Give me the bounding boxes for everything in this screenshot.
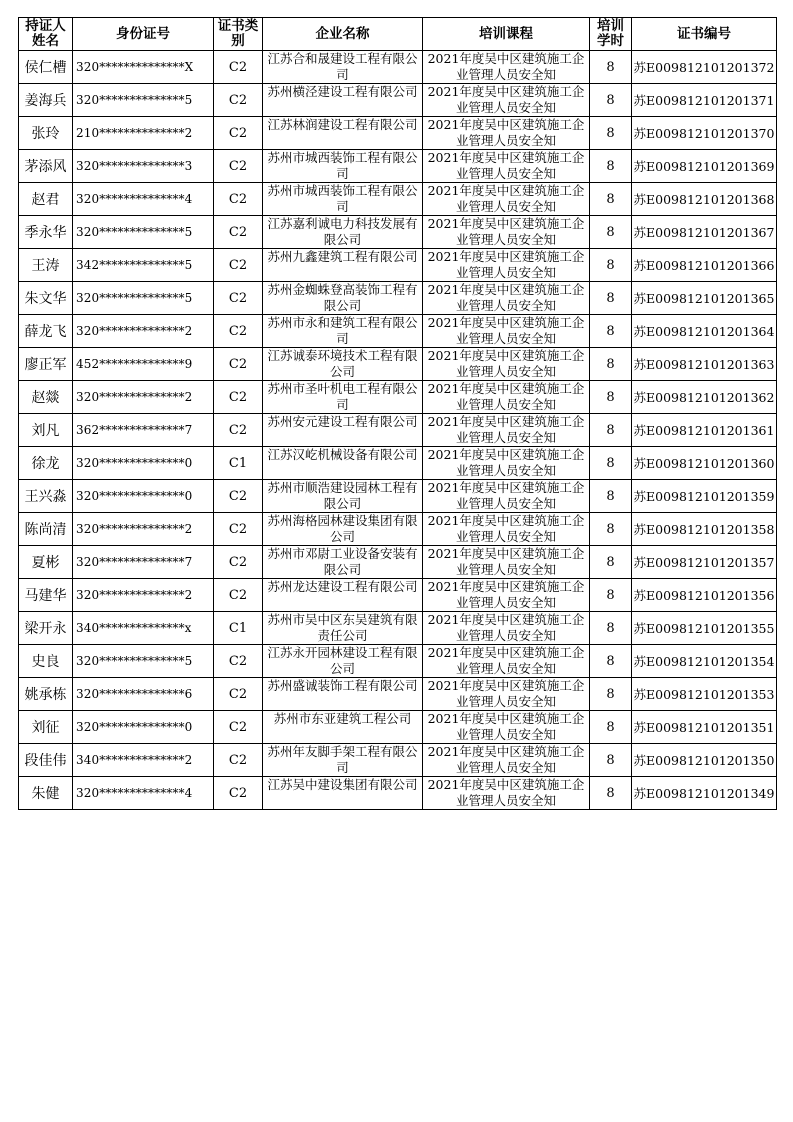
- cell-course-text: 2021年度吴中区建筑施工企业管理人员安全知: [427, 612, 585, 643]
- cell-cert-no: 苏E009812101201371: [632, 84, 777, 117]
- cell-cert-no: 苏E009812101201362: [632, 381, 777, 414]
- cell-cert-type: C2: [214, 315, 263, 348]
- cell-company-text: 苏州市吴中区东吴建筑有限责任公司: [267, 612, 418, 643]
- cell-hours: 8: [590, 117, 632, 150]
- header-course: 培训课程: [423, 18, 590, 51]
- table-row: [19, 315, 777, 348]
- cell-cert-no: 苏E009812101201353: [632, 678, 777, 711]
- cell-company: [263, 513, 423, 546]
- cell-hours: 8: [590, 711, 632, 744]
- cell-id-number: 320**************6: [73, 678, 214, 711]
- cell-cert-no: 苏E009812101201366: [632, 249, 777, 282]
- cell-company-text: 江苏诚泰环境技术工程有限公司: [267, 348, 418, 379]
- cell-name: 赵燚: [19, 381, 73, 414]
- cell-id-number: 320**************7: [73, 546, 214, 579]
- cell-cert-type: C2: [214, 678, 263, 711]
- cell-course-text: 2021年度吴中区建筑施工企业管理人员安全知: [427, 513, 585, 544]
- cell-hours: 8: [590, 546, 632, 579]
- cell-cert-type: C2: [214, 480, 263, 513]
- table-row: [19, 513, 777, 546]
- table-row: [19, 711, 777, 744]
- cell-course: [423, 480, 590, 513]
- cell-cert-no: 苏E009812101201361: [632, 414, 777, 447]
- cell-course: [423, 282, 590, 315]
- cell-id-number: 452**************9: [73, 348, 214, 381]
- cell-hours: 8: [590, 348, 632, 381]
- cell-hours: 8: [590, 645, 632, 678]
- cell-course: [423, 678, 590, 711]
- cell-company: [263, 117, 423, 150]
- cell-company: [263, 612, 423, 645]
- cell-id-number: 210**************2: [73, 117, 214, 150]
- cell-name: 夏彬: [19, 546, 73, 579]
- cell-cert-no: 苏E009812101201351: [632, 711, 777, 744]
- cell-id-number: 320**************2: [73, 315, 214, 348]
- header-hours: 培训学时: [590, 18, 632, 51]
- cell-company: [263, 183, 423, 216]
- cell-cert-no: 苏E009812101201355: [632, 612, 777, 645]
- cell-course: [423, 216, 590, 249]
- cell-cert-type: C2: [214, 117, 263, 150]
- cell-name: 廖正军: [19, 348, 73, 381]
- table-row: [19, 117, 777, 150]
- cell-id-number: 320**************5: [73, 645, 214, 678]
- table-row: [19, 645, 777, 678]
- cell-name: 姚承栋: [19, 678, 73, 711]
- cell-course: [423, 249, 590, 282]
- cell-hours: 8: [590, 315, 632, 348]
- cell-name: 王涛: [19, 249, 73, 282]
- cell-cert-type: C2: [214, 579, 263, 612]
- cell-course: [423, 777, 590, 810]
- cell-company: [263, 678, 423, 711]
- cell-id-number: 342**************5: [73, 249, 214, 282]
- cell-course: [423, 381, 590, 414]
- cell-name: 段佳伟: [19, 744, 73, 777]
- cell-company-text: 苏州市顺浩建设园林工程有限公司: [267, 480, 418, 511]
- table-header: [19, 18, 777, 51]
- table-row: [19, 744, 777, 777]
- cell-course-text: 2021年度吴中区建筑施工企业管理人员安全知: [427, 216, 585, 247]
- cell-cert-type: C2: [214, 216, 263, 249]
- table-row: [19, 546, 777, 579]
- cell-name: 刘凡: [19, 414, 73, 447]
- cell-company-text: 苏州年友脚手架工程有限公司: [267, 744, 418, 775]
- cell-name: 朱文华: [19, 282, 73, 315]
- cell-company: [263, 315, 423, 348]
- table-row: [19, 348, 777, 381]
- cell-id-number: 320**************3: [73, 150, 214, 183]
- table-row: [19, 150, 777, 183]
- table-row: [19, 414, 777, 447]
- cell-cert-no: 苏E009812101201357: [632, 546, 777, 579]
- cell-name: 史良: [19, 645, 73, 678]
- cell-course: [423, 744, 590, 777]
- table-row: [19, 480, 777, 513]
- cell-course-text: 2021年度吴中区建筑施工企业管理人员安全知: [427, 414, 585, 445]
- cell-course-text: 2021年度吴中区建筑施工企业管理人员安全知: [427, 183, 585, 214]
- cell-company-text: 苏州金蜘蛛登高装饰工程有限公司: [267, 282, 418, 313]
- cell-course-text: 2021年度吴中区建筑施工企业管理人员安全知: [427, 249, 585, 280]
- cell-hours: 8: [590, 579, 632, 612]
- cell-name: 朱健: [19, 777, 73, 810]
- cell-cert-no: 苏E009812101201367: [632, 216, 777, 249]
- cell-hours: 8: [590, 447, 632, 480]
- cell-company: [263, 546, 423, 579]
- cell-course: [423, 447, 590, 480]
- cell-cert-type: C2: [214, 414, 263, 447]
- cell-company: [263, 84, 423, 117]
- cell-cert-type: C2: [214, 348, 263, 381]
- cell-company-text: 江苏合和晟建设工程有限公司: [267, 51, 418, 82]
- cell-course: [423, 612, 590, 645]
- cell-id-number: 320**************2: [73, 579, 214, 612]
- cell-cert-no: 苏E009812101201369: [632, 150, 777, 183]
- cell-course: [423, 711, 590, 744]
- cell-name: 茅添风: [19, 150, 73, 183]
- header-cert-no: 证书编号: [632, 18, 777, 51]
- cell-course-text: 2021年度吴中区建筑施工企业管理人员安全知: [427, 546, 585, 577]
- cell-hours: 8: [590, 381, 632, 414]
- cell-cert-no: 苏E009812101201364: [632, 315, 777, 348]
- cell-cert-type: C2: [214, 546, 263, 579]
- cell-id-number: 320**************4: [73, 777, 214, 810]
- cell-cert-no: 苏E009812101201365: [632, 282, 777, 315]
- cell-course: [423, 315, 590, 348]
- cell-course-text: 2021年度吴中区建筑施工企业管理人员安全知: [427, 315, 585, 346]
- cell-id-number: 320**************X: [73, 51, 214, 84]
- cell-company-text: 苏州海格园林建设集团有限公司: [267, 513, 418, 544]
- cell-course-text: 2021年度吴中区建筑施工企业管理人员安全知: [427, 645, 585, 676]
- cell-company: [263, 777, 423, 810]
- cell-cert-type: C2: [214, 249, 263, 282]
- cell-cert-no: 苏E009812101201368: [632, 183, 777, 216]
- cell-name: 季永华: [19, 216, 73, 249]
- cell-name: 姜海兵: [19, 84, 73, 117]
- cell-course-text: 2021年度吴中区建筑施工企业管理人员安全知: [427, 678, 585, 709]
- cell-course: [423, 645, 590, 678]
- cell-cert-no: 苏E009812101201350: [632, 744, 777, 777]
- cell-id-number: 320**************0: [73, 480, 214, 513]
- cell-company-text: 江苏林润建设工程有限公司: [267, 117, 418, 132]
- cell-company: [263, 381, 423, 414]
- cell-name: 王兴淼: [19, 480, 73, 513]
- cell-course-text: 2021年度吴中区建筑施工企业管理人员安全知: [427, 348, 585, 379]
- cell-hours: 8: [590, 777, 632, 810]
- cell-cert-no: 苏E009812101201372: [632, 51, 777, 84]
- cell-course: [423, 579, 590, 612]
- cell-company: [263, 414, 423, 447]
- cell-company: [263, 579, 423, 612]
- cell-course: [423, 84, 590, 117]
- cell-cert-no: 苏E009812101201354: [632, 645, 777, 678]
- cell-hours: 8: [590, 84, 632, 117]
- cell-company: [263, 51, 423, 84]
- cell-company: [263, 249, 423, 282]
- cell-cert-no: 苏E009812101201360: [632, 447, 777, 480]
- cell-course-text: 2021年度吴中区建筑施工企业管理人员安全知: [427, 381, 585, 412]
- cell-hours: 8: [590, 678, 632, 711]
- cell-course: [423, 513, 590, 546]
- cell-id-number: 340**************2: [73, 744, 214, 777]
- cell-company: [263, 480, 423, 513]
- cell-hours: 8: [590, 513, 632, 546]
- cell-course: [423, 348, 590, 381]
- table-row: [19, 612, 777, 645]
- table-row: [19, 216, 777, 249]
- cell-course-text: 2021年度吴中区建筑施工企业管理人员安全知: [427, 282, 585, 313]
- cell-cert-type: C2: [214, 711, 263, 744]
- cell-id-number: 320**************2: [73, 381, 214, 414]
- cell-course-text: 2021年度吴中区建筑施工企业管理人员安全知: [427, 777, 585, 808]
- cell-hours: 8: [590, 183, 632, 216]
- cell-cert-type: C1: [214, 612, 263, 645]
- cell-hours: 8: [590, 51, 632, 84]
- cell-company-text: 江苏吴中建设集团有限公司: [267, 777, 418, 792]
- cell-course: [423, 183, 590, 216]
- cell-course-text: 2021年度吴中区建筑施工企业管理人员安全知: [427, 711, 585, 742]
- header-name: 持证人姓名: [19, 18, 73, 51]
- table-row: [19, 678, 777, 711]
- cell-hours: 8: [590, 150, 632, 183]
- cell-cert-no: 苏E009812101201363: [632, 348, 777, 381]
- cell-cert-type: C2: [214, 282, 263, 315]
- cell-company-text: 江苏汉屹机械设备有限公司: [267, 447, 418, 462]
- header-row: [19, 18, 777, 51]
- cell-hours: 8: [590, 612, 632, 645]
- cell-course-text: 2021年度吴中区建筑施工企业管理人员安全知: [427, 480, 585, 511]
- cell-company-text: 苏州盛诚装饰工程有限公司: [267, 678, 418, 693]
- table-row: [19, 447, 777, 480]
- cell-cert-no: 苏E009812101201358: [632, 513, 777, 546]
- certificate-table: [18, 17, 777, 810]
- cell-id-number: 320**************5: [73, 84, 214, 117]
- cell-cert-no: 苏E009812101201349: [632, 777, 777, 810]
- table-body: [19, 51, 777, 810]
- cell-cert-type: C2: [214, 744, 263, 777]
- cell-hours: 8: [590, 282, 632, 315]
- cell-course-text: 2021年度吴中区建筑施工企业管理人员安全知: [427, 117, 585, 148]
- cell-course: [423, 117, 590, 150]
- table-row: [19, 249, 777, 282]
- cell-company: [263, 150, 423, 183]
- cell-cert-type: C1: [214, 447, 263, 480]
- cell-hours: 8: [590, 216, 632, 249]
- cell-cert-no: 苏E009812101201356: [632, 579, 777, 612]
- header-id-number: 身份证号: [73, 18, 214, 51]
- cell-company: [263, 447, 423, 480]
- cell-course: [423, 51, 590, 84]
- cell-company-text: 苏州市东亚建筑工程公司: [273, 711, 412, 726]
- cell-company-text: 苏州市永和建筑工程有限公司: [267, 315, 418, 346]
- cell-cert-type: C2: [214, 777, 263, 810]
- cell-cert-type: C2: [214, 150, 263, 183]
- cell-company-text: 苏州安元建设工程有限公司: [267, 414, 418, 429]
- table-row: [19, 84, 777, 117]
- header-cert-type: 证书类别: [214, 18, 263, 51]
- table-row: [19, 777, 777, 810]
- cell-course: [423, 414, 590, 447]
- cell-course-text: 2021年度吴中区建筑施工企业管理人员安全知: [427, 51, 585, 82]
- cell-id-number: 320**************5: [73, 216, 214, 249]
- cell-cert-type: C2: [214, 84, 263, 117]
- cell-name: 梁开永: [19, 612, 73, 645]
- cell-hours: 8: [590, 414, 632, 447]
- cell-company-text: 苏州横泾建设工程有限公司: [267, 84, 418, 99]
- cell-course-text: 2021年度吴中区建筑施工企业管理人员安全知: [427, 579, 585, 610]
- cell-company-text: 苏州九鑫建筑工程有限公司: [267, 249, 418, 264]
- cell-id-number: 320**************2: [73, 513, 214, 546]
- cell-company: [263, 711, 423, 744]
- cell-company-text: 江苏永开园林建设工程有限公司: [267, 645, 418, 676]
- cell-cert-type: C2: [214, 513, 263, 546]
- cell-id-number: 320**************0: [73, 711, 214, 744]
- cell-company-text: 苏州市城西装饰工程有限公司: [267, 183, 418, 214]
- table-row: [19, 51, 777, 84]
- table-row: [19, 282, 777, 315]
- table-row: [19, 381, 777, 414]
- cell-company-text: 苏州市城西装饰工程有限公司: [267, 150, 418, 181]
- cell-company: [263, 282, 423, 315]
- cell-hours: 8: [590, 744, 632, 777]
- cell-id-number: 320**************5: [73, 282, 214, 315]
- cell-company: [263, 744, 423, 777]
- cell-name: 陈尚清: [19, 513, 73, 546]
- cell-course-text: 2021年度吴中区建筑施工企业管理人员安全知: [427, 447, 585, 478]
- cell-company-text: 苏州市圣叶机电工程有限公司: [267, 381, 418, 412]
- cell-id-number: 362**************7: [73, 414, 214, 447]
- cell-name: 马建华: [19, 579, 73, 612]
- cell-id-number: 320**************0: [73, 447, 214, 480]
- cell-cert-type: C2: [214, 381, 263, 414]
- table-row: [19, 579, 777, 612]
- cell-id-number: 340**************x: [73, 612, 214, 645]
- cell-course: [423, 546, 590, 579]
- cell-name: 薛龙飞: [19, 315, 73, 348]
- header-company: 企业名称: [263, 18, 423, 51]
- cell-cert-no: 苏E009812101201359: [632, 480, 777, 513]
- cell-name: 张玲: [19, 117, 73, 150]
- cell-company: [263, 348, 423, 381]
- cell-name: 刘征: [19, 711, 73, 744]
- table-row: [19, 183, 777, 216]
- cell-cert-type: C2: [214, 183, 263, 216]
- cell-company-text: 苏州市邓尉工业设备安装有限公司: [267, 546, 418, 577]
- cell-hours: 8: [590, 249, 632, 282]
- cell-company: [263, 645, 423, 678]
- cell-cert-no: 苏E009812101201370: [632, 117, 777, 150]
- cell-name: 徐龙: [19, 447, 73, 480]
- cell-id-number: 320**************4: [73, 183, 214, 216]
- cell-name: 侯仁槽: [19, 51, 73, 84]
- cell-company: [263, 216, 423, 249]
- cell-course: [423, 150, 590, 183]
- cell-company-text: 江苏嘉利诚电力科技发展有限公司: [267, 216, 418, 247]
- cell-hours: 8: [590, 480, 632, 513]
- cell-cert-type: C2: [214, 51, 263, 84]
- cell-course-text: 2021年度吴中区建筑施工企业管理人员安全知: [427, 84, 585, 115]
- cell-cert-type: C2: [214, 645, 263, 678]
- cell-name: 赵君: [19, 183, 73, 216]
- cell-company-text: 苏州龙达建设工程有限公司: [267, 579, 418, 594]
- cell-course-text: 2021年度吴中区建筑施工企业管理人员安全知: [427, 150, 585, 181]
- cell-course-text: 2021年度吴中区建筑施工企业管理人员安全知: [427, 744, 585, 775]
